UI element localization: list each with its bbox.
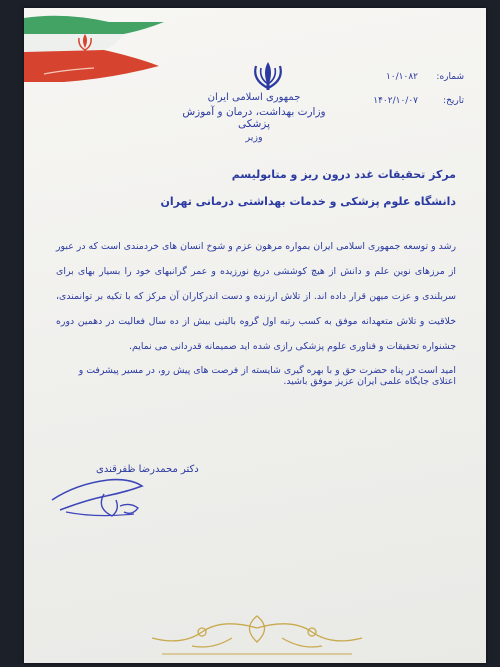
signatory-name: دکتر محمدرضا ظفرقندی bbox=[96, 464, 199, 475]
iran-emblem-icon bbox=[250, 60, 286, 92]
ministry-header bbox=[174, 92, 334, 143]
letter-date-label: تاریخ: bbox=[443, 96, 464, 106]
letter-number-value: ۱۰/۱۰۸۲ bbox=[385, 72, 418, 82]
letter-number-row bbox=[373, 72, 464, 82]
recipient-center: مرکز تحقیقات غدد درون ریز و متابولیسم bbox=[231, 168, 456, 181]
letter-paper bbox=[24, 8, 486, 663]
letter-date-value: ۱۴۰۲/۱۰/۰۷ bbox=[373, 96, 418, 106]
ministry-name: وزارت بهداشت، درمان و آموزش پزشکی bbox=[182, 106, 326, 130]
letter-body bbox=[56, 168, 456, 387]
government-name: جمهوری اسلامی ایران bbox=[207, 92, 301, 103]
handwritten-signature bbox=[46, 466, 156, 526]
decorative-ornament bbox=[142, 608, 372, 658]
letter-number-label: شماره: bbox=[436, 72, 464, 82]
letter-date-row bbox=[373, 96, 464, 106]
minister-title: وزیر bbox=[245, 132, 263, 143]
letter-closing: امید است در پناه حضرت حق و با بهره گیری شایسته از فرصت های پیش رو، در مسیر پیشرفت و اعتلای جایگاه علمی ایران عزیز موفق باشید. bbox=[78, 365, 456, 387]
letter-paragraph: رشد و توسعه جمهوری اسلامی ایران بمواره مرهون عزم و شوخ انسان های خردمندی است که در عبور از مرزهای نوین علم و دانش از هیچ کوششی دریغ نورزیده و عمر گرانبهای خود را بسیار بهای برای سربلندی و عزت میهن قرار داده اند. از تلاش ارزنده و دست اندرکاران آن مرکز که با تکیه بر توانمندی، خلاقیت و تلاش متعهدانه موفق به کسب رتبه اول گروه بالینی بیش از ده سال فعالیت در دهمین دوره جشنواره تحقیقات و فناوری علوم پزشکی رازی شده اید صمیمانه قدردانی می نمایم. bbox=[56, 241, 456, 352]
iran-flag-graphic bbox=[24, 8, 184, 98]
recipient-university: دانشگاه علوم پزشکی و خدمات بهداشتی درمانی تهران bbox=[160, 195, 456, 208]
letter-meta bbox=[373, 72, 464, 120]
